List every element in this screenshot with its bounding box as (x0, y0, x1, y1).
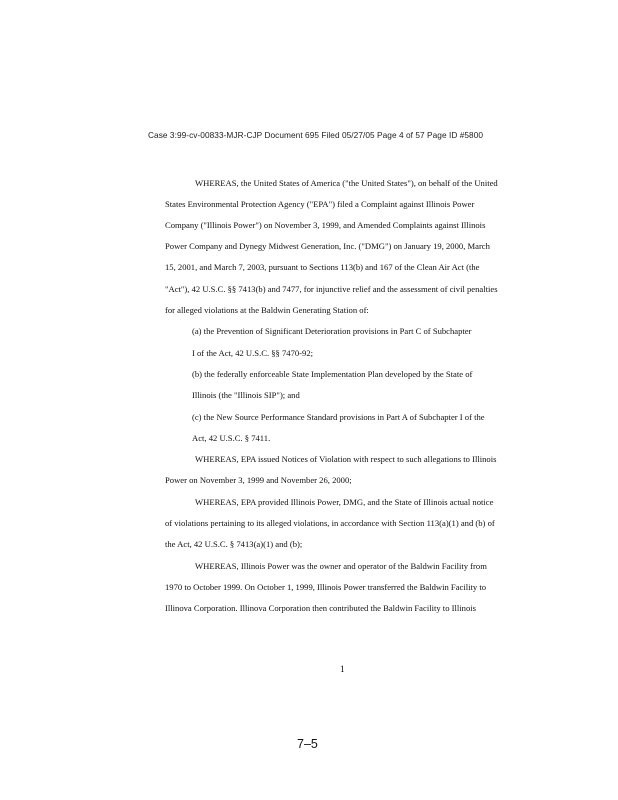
paragraph-line: WHEREAS, EPA provided Illinois Power, DMG, and the State of Illinois actual notice (195, 497, 494, 507)
list-item-line: Act, 42 U.S.C. § 7411. (192, 433, 271, 443)
list-item-line: (c) the New Source Performance Standard provisions in Part A of Subchapter I of the (192, 412, 485, 422)
paragraph-line: 1970 to October 1999. On October 1, 1999, Illinois Power transferred the Baldwin Facility to (165, 582, 487, 592)
paragraph-line: States Environmental Protection Agency ("EPA") filed a Complaint against Illinois Power (165, 199, 475, 209)
paragraph-line: for alleged violations at the Baldwin Generating Station of: (165, 305, 369, 315)
list-item-line: (a) the Prevention of Significant Deterioration provisions in Part C of Subchapter (192, 326, 472, 336)
paragraph-line: WHEREAS, EPA issued Notices of Violation with respect to such allegations to Illinois (195, 454, 497, 464)
page-number: 1 (340, 664, 345, 674)
list-item-line: (b) the federally enforceable State Implementation Plan developed by the State of (192, 369, 473, 379)
paragraph-line: Company ("Illinois Power") on November 3, 1999, and Amended Complaints against Illinois (165, 220, 486, 230)
list-item-line: I of the Act, 42 U.S.C. §§ 7470-92; (192, 348, 314, 358)
paragraph-line: WHEREAS, Illinois Power was the owner and operator of the Baldwin Facility from (195, 561, 487, 571)
paragraph-line: Illinova Corporation. Illinova Corporation then contributed the Baldwin Facility to Illinois (165, 603, 476, 613)
paragraph-line: Power on November 3, 1999 and November 26, 2000; (165, 475, 352, 485)
paragraph-line: "Act"), 42 U.S.C. §§ 7413(b) and 7477, for injunctive relief and the assessment of civil penalties (165, 284, 498, 294)
case-header: Case 3:99-cv-00833-MJR-CJP Document 695 Filed 05/27/05 Page 4 of 57 Page ID #5800 (148, 130, 484, 140)
exhibit-page-label: 7–5 (297, 737, 318, 751)
paragraph-line: the Act, 42 U.S.C. § 7413(a)(1) and (b); (165, 539, 303, 549)
paragraph-line: Power Company and Dynegy Midwest Generation, Inc. ("DMG") on January 19, 2000, March (165, 241, 490, 251)
paragraph-line: 15, 2001, and March 7, 2003, pursuant to Sections 113(b) and 167 of the Clean Air Act (the (165, 262, 480, 272)
paragraph-line: WHEREAS, the United States of America ("the United States"), on behalf of the United (195, 178, 498, 188)
paragraph-line: of violations pertaining to its alleged violations, in accordance with Section 113(a)(1) and (b) of (165, 518, 495, 528)
list-item-line: Illinois (the "Illinois SIP"); and (192, 390, 300, 400)
